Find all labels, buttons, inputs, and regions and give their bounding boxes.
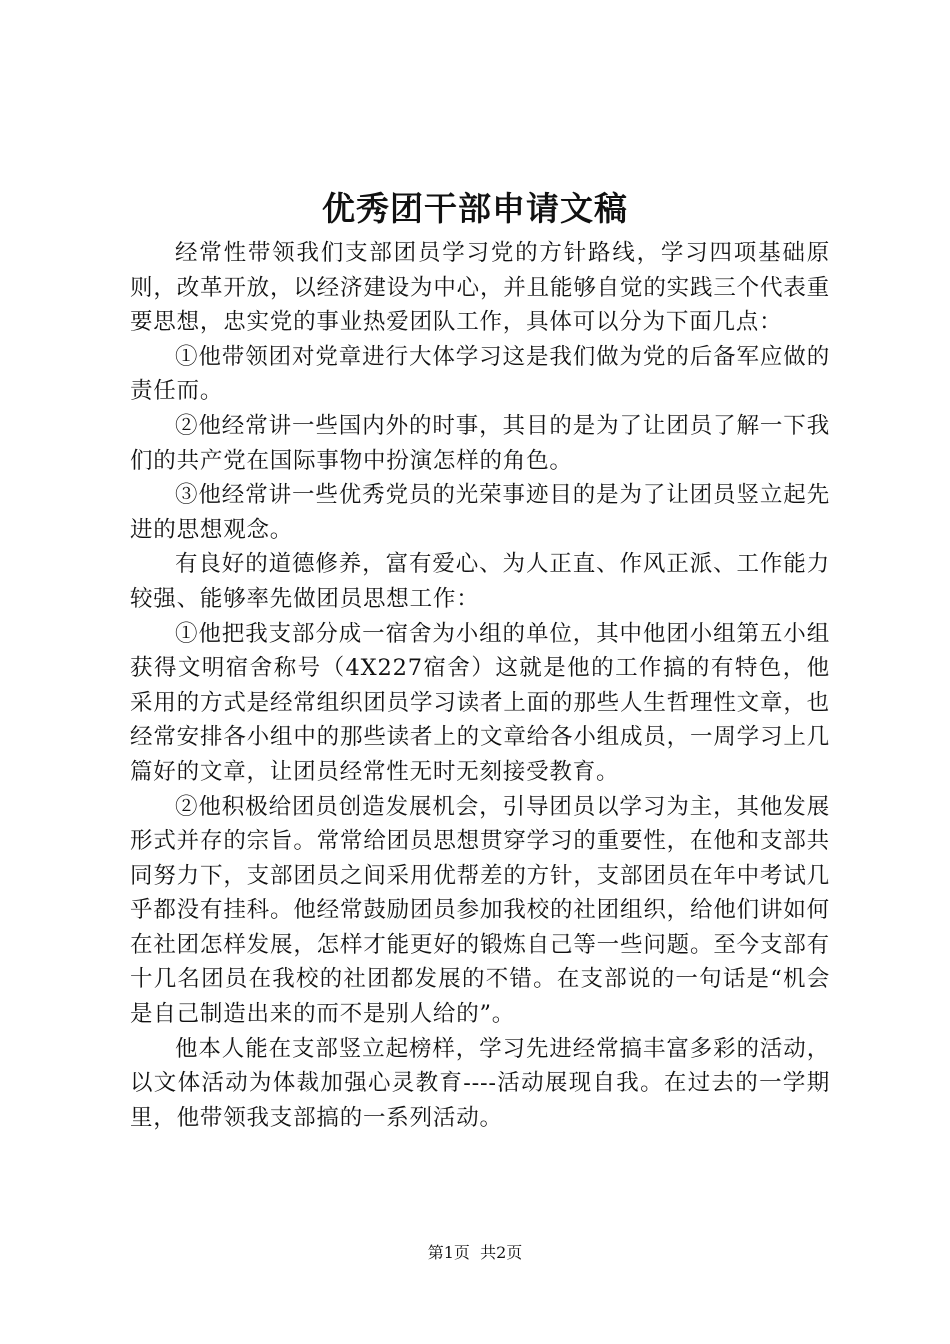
paragraph-morality: 有良好的道德修养，富有爱心、为人正直、作风正派、工作能力较强、能够率先做团员思想工作：	[130, 551, 830, 612]
paragraph-point-1: ①他带领团对党章进行大体学习这是我们做为党的后备军应做的责任而。	[130, 343, 830, 405]
page-total: 共2页	[480, 1243, 523, 1262]
document-body	[130, 236, 830, 1135]
paragraph-work-point-1: ①他把我支部分成一宿舍为小组的单位，其中他团小组第五小组获得文明宿舍称号（4X227宿舍）这就是他的工作搞的有特色，他采用的方式是经常组织团员学习读者上面的那些人生哲理性文章，也经常安排各小组中的那些读者上的文章给各小组成员，一周学习上几篇好的文章，让团员经常性无时无刻接受教育。	[130, 620, 830, 785]
paragraph-point-3: ③他经常讲一些优秀党员的光荣事迹目的是为了让团员竖立起先进的思想观念。	[130, 482, 830, 543]
page-footer	[0, 1241, 950, 1265]
paragraph-point-2: ②他经常讲一些国内外的时事，其目的是为了让团员了解一下我们的共产党在国际事物中扮演怎样的角色。	[130, 412, 830, 474]
document-title: 优秀团干部申请文稿	[322, 189, 628, 228]
page-number: 第1页	[427, 1243, 470, 1262]
paragraph-intro: 经常性带领我们支部团员学习党的方针路线，学习四项基础原则，改革开放，以经济建设为中心，并且能够自觉的实践三个代表重要思想，忠实党的事业热爱团队工作，具体可以分为下面几点：	[130, 240, 830, 336]
footer-spacer	[470, 1243, 480, 1262]
paragraph-role-model: 他本人能在支部竖立起榜样，学习先进经常搞丰富多彩的活动，以文体活动为体裁加强心灵教育----活动展现自我。在过去的一学期里，他带领我支部搞的一系列活动。	[130, 1035, 830, 1131]
paragraph-work-point-2: ②他积极给团员创造发展机会，引导团员以学习为主，其他发展形式并存的宗旨。常常给团员思想贯穿学习的重要性，在他和支部共同努力下，支部团员之间采用优帮差的方针，支部团员在年中考试几乎都没有挂科。他经常鼓励团员参加我校的社团组织，给他们讲如何在社团怎样发展，怎样才能更好的锻炼自己等一些问题。至今支部有十几名团员在我校的社团都发展的不错。在支部说的一句话是“机会是自己制造出来的而不是别人给的”。	[130, 793, 830, 1028]
